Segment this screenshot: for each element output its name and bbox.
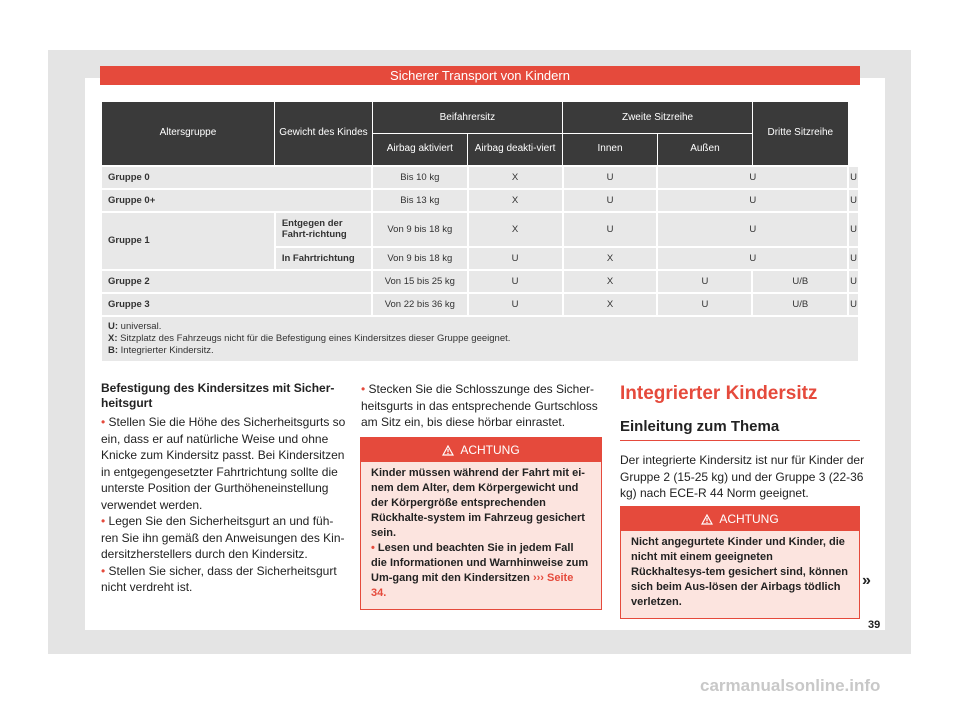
section-subtitle: Einleitung zum Thema: [620, 418, 780, 435]
table-row: Gruppe 0+ Bis 13 kg X U U U: [101, 189, 859, 212]
warning-title: ACHTUNG: [460, 443, 520, 457]
list-item: • Legen Sie den Sicherheitsgurt an und füh-ren Sie ihn gemäß den Anweisungen des Kin-dersitzherstellers durch den Kindersitz.: [101, 514, 345, 561]
warning-box: ACHTUNG Kinder müssen während der Fahrt mit ei-nem dem Alter, dem Körpergewicht und der Körpergröße entsprechenden Rückhalte-system im Fahrzeug gesichert sein. • Lesen und beachten Sie in jedem Fall die Informationen und Warnhinweise zum Um-gang mit den Kindersitzen ››› Seite 34.: [360, 437, 602, 610]
col-altersgruppe: Altersgruppe: [101, 102, 275, 166]
bullet-icon: •: [371, 542, 378, 554]
left-column: [101, 381, 346, 596]
table-row: Gruppe 1 Entgegen der Fahrt-richtung Von 9 bis 18 kg X U U U: [101, 212, 859, 247]
bullet-icon: •: [101, 415, 109, 429]
child-seat-table: [100, 101, 860, 363]
col-beifahrersitz: Beifahrersitz: [372, 102, 562, 134]
table-row: Gruppe 2 Von 15 bis 25 kg U X U U/B U: [101, 270, 859, 293]
col-innen: Innen: [563, 134, 658, 166]
list-item: • Stellen Sie sicher, dass der Sicherheitsgurt nicht verdreht ist.: [101, 563, 337, 594]
table-row: Gruppe 0 Bis 10 kg X U U U: [101, 166, 859, 189]
right-text: Der integrierte Kindersitz ist nur für Kinder der Gruppe 2 (15-25 kg) und der Gruppe 3 (22-36 kg) nach ECE-R 44 Norm geeignet.: [620, 453, 865, 500]
warning-box: ACHTUNG Nicht angegurtete Kinder und Kinder, die nicht mit einem geeigneten Rückhaltesys-tem gesichert sind, können sich beim Aus-lösen der Airbags tödlich verletzen.: [620, 506, 860, 619]
section-title: Integrierter Kindersitz: [620, 383, 818, 404]
section-header: Sicherer Transport von Kindern: [100, 66, 860, 85]
page-link[interactable]: ››› Seite 34.: [371, 572, 574, 599]
watermark: carmanualsonline.info: [700, 676, 881, 695]
bullet-icon: •: [101, 563, 109, 578]
col-aussen: Außen: [657, 134, 752, 166]
list-item: • Stellen Sie die Höhe des Sicherheitsgurts so ein, dass er auf natürliche Weise und ohne Knicke zum Kindersitz passt. Bei Kindersitzen in entgegengesetzter Fahrtrichtung sollte die unterste Position der Gurthöheneinstellung verwendet werden.: [101, 415, 346, 512]
subtitle-rule: [620, 440, 860, 441]
warning-triangle-icon: [701, 509, 713, 533]
table-legend: U: universal. X: Sitzplatz des Fahrzeugs nicht für die Befestigung eines Kindersitzes dieser Gruppe geeignet. B: Integrierter Kindersitz.: [101, 316, 859, 362]
warning-title: ACHTUNG: [719, 512, 779, 526]
col-zweite-sitzreihe: Zweite Sitzreihe: [563, 102, 753, 134]
bullet-icon: •: [361, 382, 369, 396]
table-row: Gruppe 3 Von 22 bis 36 kg U X U U/B U: [101, 293, 859, 316]
table-row: In Fahrtrichtung Von 9 bis 18 kg U X U U: [101, 247, 859, 270]
middle-column: [361, 381, 601, 431]
warning-triangle-icon: [442, 440, 454, 464]
bullet-icon: •: [101, 514, 109, 528]
continue-mark: »: [862, 572, 871, 589]
col-airbag-aktiviert: Airbag aktiviert: [372, 134, 467, 166]
col-airbag-deaktiviert: Airbag deakti-viert: [468, 134, 563, 166]
section-heading: Befestigung des Kindersitzes mit Sicher-heitsgurt: [101, 381, 335, 410]
page-number: 39: [868, 619, 881, 631]
col-gewicht: Gewicht des Kindes: [275, 102, 372, 166]
list-item: • Stecken Sie die Schlosszunge des Sicher-heitsgurts in das entsprechende Gurtschloss am Sitz ein, bis diese hörbar einrastet.: [361, 382, 598, 429]
col-dritte-sitzreihe: Dritte Sitzreihe: [752, 102, 848, 166]
